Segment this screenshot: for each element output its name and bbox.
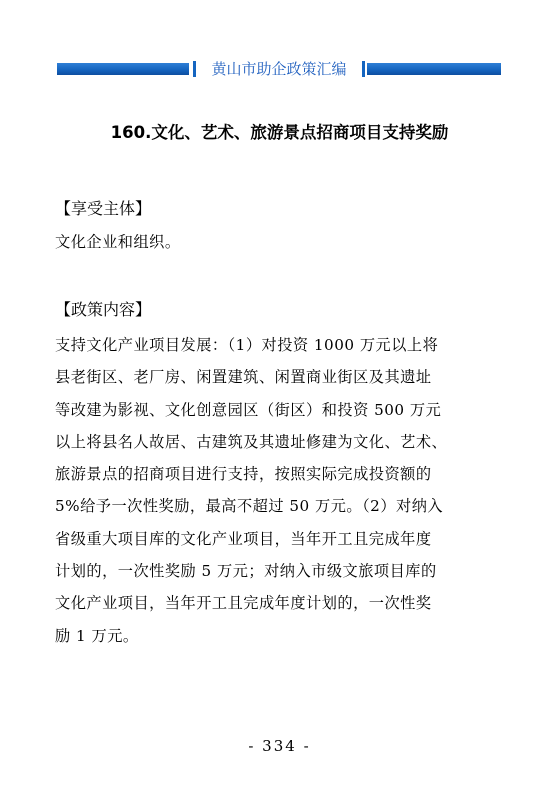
header-band-right-tick	[362, 61, 365, 77]
body-line: 等改建为影视、文化创意园区（街区）和投资 500 万元	[55, 400, 442, 419]
header-band-left-tick	[193, 61, 196, 77]
body-line: 文化产业项目，当年开工且完成年度计划的，一次性奖	[55, 594, 432, 613]
body-line: 励 1 万元。	[55, 626, 139, 645]
header-band	[57, 58, 501, 82]
body-line: 县老街区、老厂房、闲置建筑、闲置商业街区及其遗址	[55, 368, 432, 387]
body-line: 计划的，一次性奖励 5 万元；对纳入市级文旅项目库的	[55, 562, 437, 581]
body-line: 以上将县名人故居、古建筑及其遗址修建为文化、艺术、	[55, 432, 448, 451]
section-heading-content: 【政策内容】	[55, 300, 152, 319]
page-number: - 334 -	[248, 737, 311, 755]
section-body-content	[55, 329, 505, 652]
document-title: 160.文化、艺术、旅游景点招商项目支持奖励	[110, 123, 449, 142]
header-band-right-bar	[367, 63, 501, 75]
body-line: 支持文化产业项目发展：（1）对投资 1000 万元以上将	[55, 336, 439, 354]
header-band-left-bar	[57, 63, 189, 75]
body-line: 旅游景点的招商项目进行支持，按照实际完成投资额的	[55, 465, 432, 484]
header-title: 黄山市助企政策汇编	[211, 60, 347, 78]
section-heading-subject: 【享受主体】	[55, 199, 152, 218]
body-line: 文化企业和组织。	[55, 233, 181, 251]
section-body-subject	[55, 226, 505, 258]
body-line: 省级重大项目库的文化产业项目，当年开工且完成年度	[55, 529, 432, 548]
body-line: 5%给予一次性奖励，最高不超过 50 万元。（2）对纳入	[55, 497, 444, 516]
